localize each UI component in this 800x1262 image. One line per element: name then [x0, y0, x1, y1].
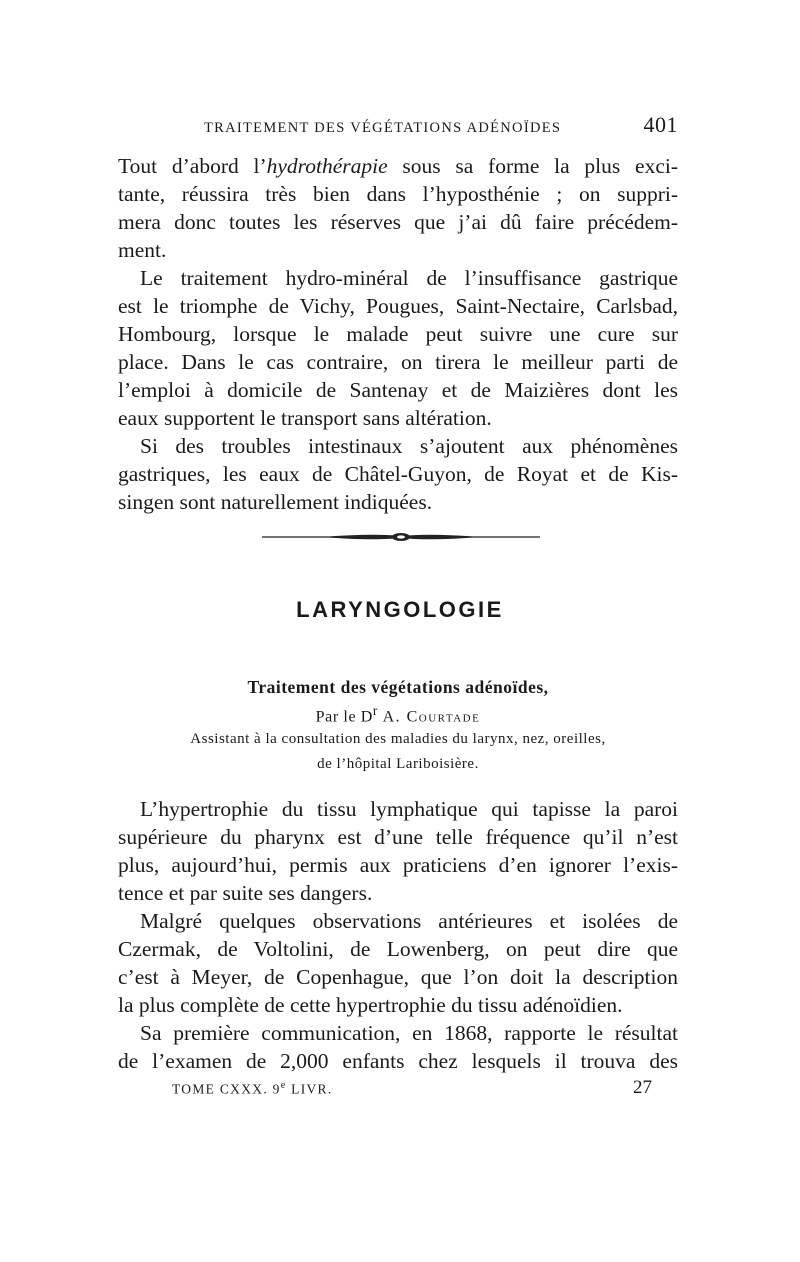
page-header — [118, 112, 678, 144]
author-affiliation-hospital: de l’hôpital Lariboisière. — [317, 756, 479, 772]
text-line: Le traitement hydro-minéral de l’insuffisance gastrique — [140, 266, 678, 290]
ornamental-divider — [262, 532, 540, 542]
running-head: TRAITEMENT DES VÉGÉTATIONS ADÉNOÏDES — [204, 120, 562, 136]
article-byline — [118, 703, 678, 726]
intro-paragraph-1 — [118, 152, 678, 264]
text-line: mera donc toutes les réserves que j’ai dû faire précédem- — [118, 210, 678, 234]
text-line: est le triomphe de Vichy, Pougues, Saint-Nectaire, Carlsbad, — [118, 294, 678, 318]
author-name: A. Courtade — [377, 708, 481, 726]
text-line: Hombourg, lorsque le malade peut suivre une cure sur — [118, 322, 678, 346]
text-run: sous sa forme la plus exci- — [387, 154, 678, 178]
byline-superscript: r — [372, 703, 378, 718]
article-title: Traitement des végétations adénoïdes, — [247, 677, 549, 697]
article-paragraph-2 — [118, 907, 678, 1019]
text-line: c’est à Meyer, de Copenhague, que l’on doit la description — [118, 965, 678, 989]
article-paragraph-1 — [118, 795, 678, 907]
text-line: eaux supportent le transport sans altération. — [118, 406, 492, 430]
text-line: gastriques, les eaux de Châtel-Guyon, de Royat et de Kis- — [118, 462, 678, 486]
emphasis-text: hydrothérapie — [266, 154, 388, 178]
text-line: supérieure du pharynx est d’une telle fréquence qu’il n’est — [118, 825, 678, 849]
volume-signature — [172, 1080, 333, 1098]
article-paragraph-3 — [118, 1019, 678, 1075]
text-line: tence et par suite ses dangers. — [118, 881, 373, 905]
signature-text: TOME CXXX. 9 — [172, 1081, 281, 1096]
text-line: ment. — [118, 238, 167, 262]
text-line: plus, aujourd’hui, permis aux praticiens d’en ignorer l’exis- — [118, 853, 678, 877]
text-line: Malgré quelques observations antérieures et isolées de — [140, 909, 678, 933]
byline-prefix: Par le D — [315, 708, 373, 726]
text-line: place. Dans le cas contraire, on tirera le meilleur parti de — [118, 350, 678, 374]
text-line: Czermak, de Voltolini, de Lowenberg, on peut dire que — [118, 937, 678, 961]
text-line — [118, 152, 678, 180]
signature-superscript: e — [280, 1079, 287, 1091]
signature-text: LIVR. — [286, 1081, 333, 1096]
text-line: Si des troubles intestinaux s’ajoutent aux phénomènes — [140, 434, 678, 458]
page-number: 401 — [643, 112, 678, 137]
text-line: singen sont naturellement indiquées. — [118, 490, 433, 514]
author-affiliation: Assistant à la consultation des maladies du larynx, nez, oreilles, — [190, 731, 606, 747]
section-title: LARYNGOLOGIE — [296, 597, 504, 622]
page-footer — [172, 1077, 652, 1099]
text-line: tante, réussira très bien dans l’hyposthénie ; on suppri- — [118, 182, 678, 206]
text-line: Sa première communication, en 1868, rapporte le résultat — [140, 1021, 678, 1045]
text-line: la plus complète de cette hypertrophie du tissu adénoïdien. — [118, 993, 623, 1017]
signature-number: 27 — [633, 1077, 652, 1098]
text-run: Tout d’abord l’ — [118, 154, 267, 178]
text-line: l’emploi à domicile de Santenay et de Maizières dont les — [118, 378, 678, 402]
text-line: L’hypertrophie du tissu lymphatique qui tapisse la paroi — [140, 797, 678, 821]
intro-paragraph-3 — [118, 432, 678, 516]
text-line: de l’examen de 2,000 enfants chez lesquels il trouva des — [118, 1049, 678, 1073]
intro-paragraph-2 — [118, 264, 678, 432]
